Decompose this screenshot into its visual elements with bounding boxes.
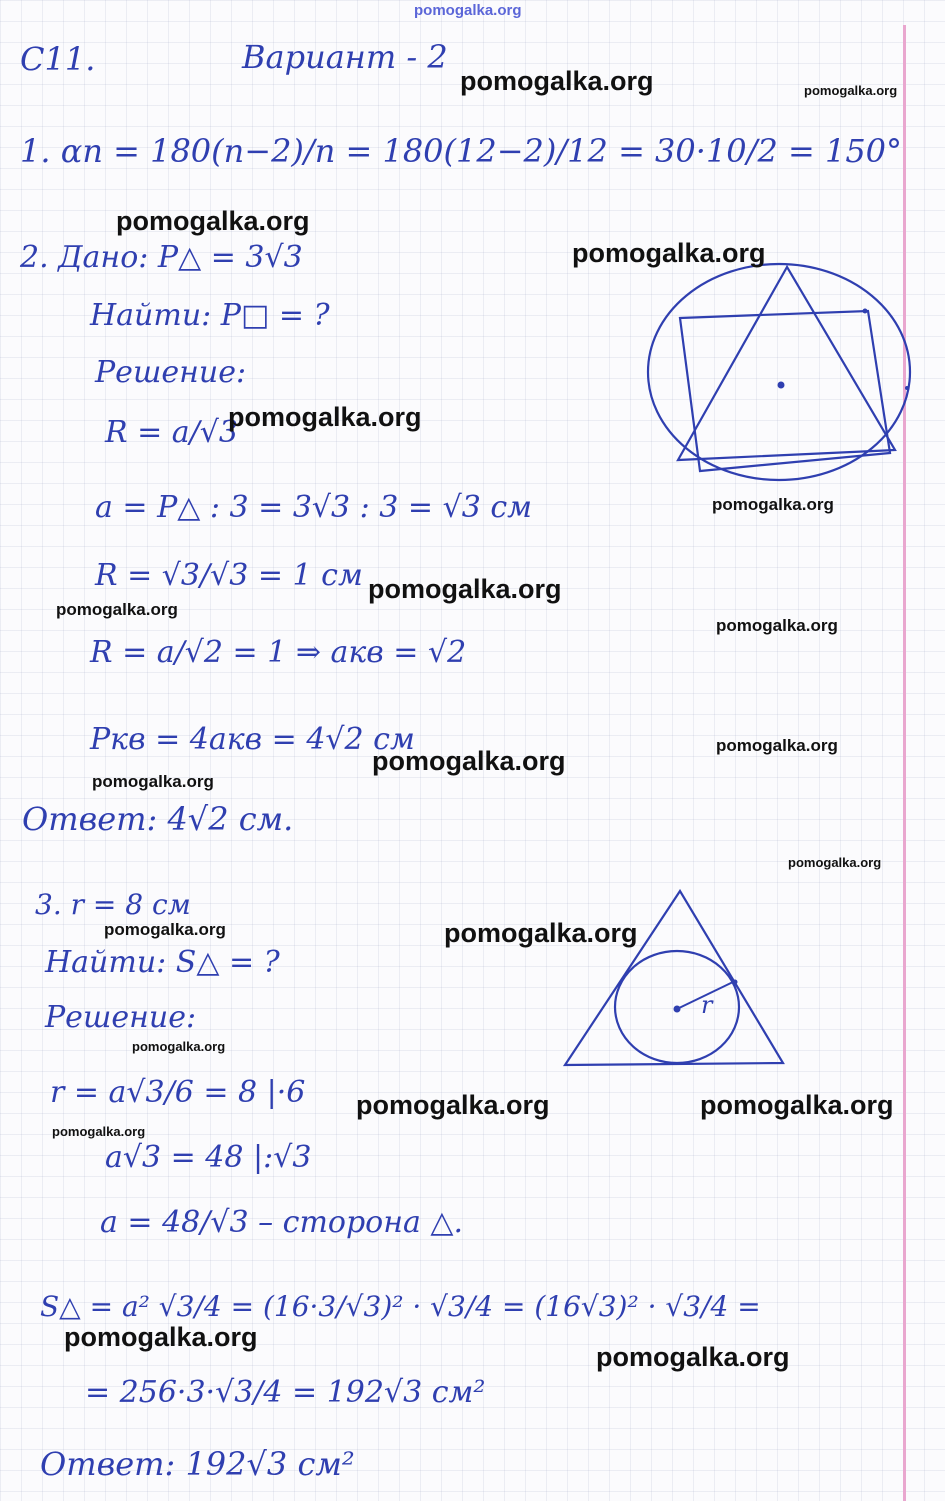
problem3-answer: Ответ: 192√3 см² (40, 1445, 355, 1483)
watermark: pomogalka.org (788, 855, 882, 870)
problem2-line4: R = a/√2 = 1 ⇒ aкв = √2 (90, 635, 467, 670)
incenter-dot (674, 1006, 681, 1013)
tangent-dot (733, 980, 738, 985)
watermark: pomogalka.org (92, 772, 214, 791)
problem2-line5: Pкв = 4aкв = 4√2 см (90, 722, 415, 757)
problem3-line5: = 256·3·√3/4 = 192√3 см² (85, 1375, 486, 1410)
problem2-line1: R = a/√3 (105, 415, 238, 450)
problem3-line4: S△ = a² √3/4 = (16·3/√3)² · √3/4 = (16√3)² · √3/4 = (40, 1290, 761, 1323)
problem3-line2: a√3 = 48 |:√3 (105, 1140, 312, 1175)
task-id: С11. (20, 40, 96, 78)
inscribed-triangle (678, 267, 895, 460)
vertex-dot (863, 309, 868, 314)
problem2-line3: R = √3/√3 = 1 см (95, 558, 363, 593)
watermark: pomogalka.org (372, 746, 566, 776)
header-site-link[interactable]: pomogalka.org (414, 2, 522, 19)
watermark: pomogalka.org (132, 1039, 226, 1054)
problem3-solution: Решение: (45, 1000, 197, 1035)
radius-label: r (701, 991, 713, 1019)
watermark: pomogalka.org (52, 1124, 146, 1139)
watermark: pomogalka.org (716, 616, 838, 635)
problem3-find: Найти: S△ = ? (45, 945, 280, 980)
problem2-answer: Ответ: 4√2 см. (22, 800, 294, 838)
problem2-solution: Решение: (95, 355, 247, 390)
figure-triangle-incircle (555, 885, 795, 1075)
circle-center-dot (778, 382, 785, 389)
watermark: pomogalka.org (700, 1090, 894, 1120)
watermark: pomogalka.org (804, 83, 898, 98)
problem3-line1: r = a√3/6 = 8 |·6 (50, 1075, 306, 1110)
problem3-line3: a = 48/√3 – сторона △. (100, 1205, 464, 1240)
problem1-line: 1. αn = 180(n−2)/n = 180(12−2)/12 = 30·10/2 = 150° (20, 132, 903, 170)
variant-title: Вариант - 2 (242, 38, 448, 76)
watermark: pomogalka.org (64, 1322, 258, 1352)
problem2-given: 2. Дано: P△ = 3√3 (20, 240, 303, 275)
watermark: pomogalka.org (444, 918, 638, 948)
figure-circle-triangle-square (640, 255, 920, 485)
inscribed-square (680, 311, 890, 471)
watermark: pomogalka.org (56, 600, 178, 619)
watermark: pomogalka.org (228, 402, 422, 432)
watermark: pomogalka.org (572, 238, 766, 268)
problem2-find: Найти: P□ = ? (90, 298, 330, 333)
problem2-line2: a = P△ : 3 = 3√3 : 3 = √3 см (95, 490, 533, 525)
watermark: pomogalka.org (712, 495, 834, 514)
edge-dot (905, 386, 909, 390)
watermark: pomogalka.org (716, 736, 838, 755)
watermark: pomogalka.org (460, 66, 654, 96)
watermark: pomogalka.org (368, 574, 562, 604)
watermark: pomogalka.org (116, 206, 310, 236)
watermark: pomogalka.org (596, 1342, 790, 1372)
watermark: pomogalka.org (356, 1090, 550, 1120)
watermark: pomogalka.org (104, 920, 226, 939)
problem3-given: 3. r = 8 см (35, 888, 191, 921)
notebook-margin-line (903, 25, 906, 1501)
